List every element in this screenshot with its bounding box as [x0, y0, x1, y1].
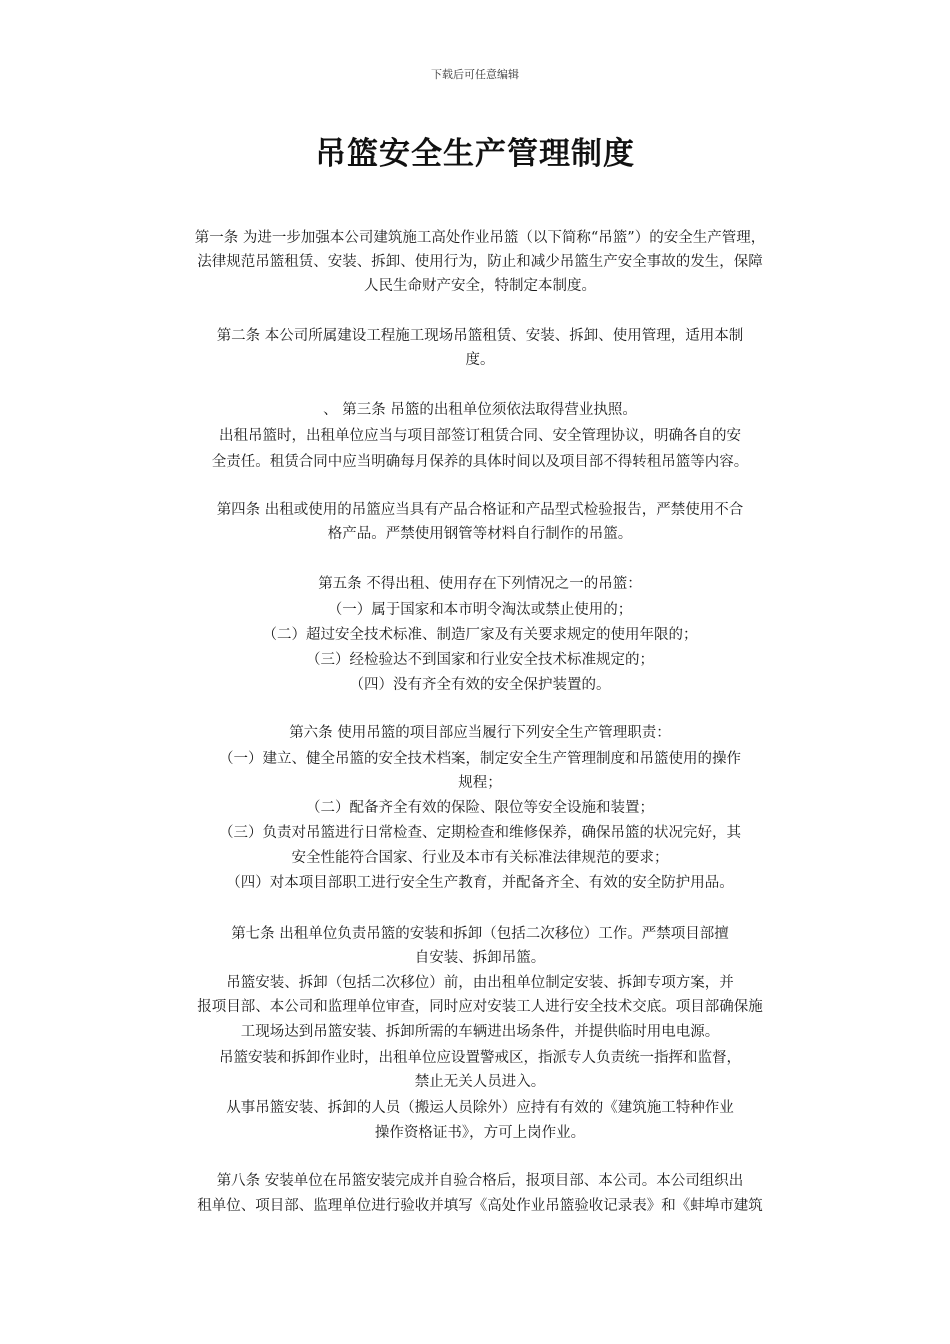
- article-6-item-4: （四）对本项目部职工进行安全生产教育，并配备齐全、有效的安全防护用品。: [226, 875, 734, 891]
- article-6-line-1: 第六条 使用吊篮的项目部应当履行下列安全生产管理职责：: [289, 725, 671, 741]
- article-6-item-1-cont: 规程；: [458, 775, 502, 791]
- article-1-line-2: 法律规范吊篮租赁、安装、拆卸、使用行为，防止和减少吊篮生产安全事故的发生，保障: [197, 254, 763, 270]
- article-7-line-6: 吊篮安装和拆卸作业时，出租单位应设置警戒区，指派专人负责统一指挥和监督，: [219, 1050, 741, 1066]
- article-6-item-3: （三）负责对吊篮进行日常检查、定期检查和维修保养，确保吊篮的状况完好，其: [219, 825, 741, 841]
- article-6-item-3-cont: 安全性能符合国家、行业及本市有关标准法律规范的要求；: [291, 850, 669, 866]
- article-6-item-2: （二）配备齐全有效的保险、限位等安全设施和装置；: [306, 800, 654, 816]
- article-7-line-2: 自安装、拆卸吊篮。: [414, 950, 546, 966]
- article-5-item-4: （四）没有齐全有效的安全保护装置的。: [349, 677, 611, 693]
- article-1-line-1: 第一条 为进一步加强本公司建筑施工高处作业吊篮（以下简称“吊篮”）的安全生产管理，: [194, 230, 766, 246]
- article-3-line-2: 出租吊篮时，出租单位应当与项目部签订租赁合同、安全管理协议，明确各自的安: [219, 428, 741, 444]
- article-7-line-3: 吊篮安装、拆卸（包括二次移位）前，由出租单位制定安装、拆卸专项方案，并: [226, 975, 734, 991]
- article-3-line-3: 全责任。租赁合同中应当明确每月保养的具体时间以及项目部不得转租吊篮等内容。: [211, 454, 749, 470]
- article-7-line-7: 禁止无关人员进入。: [414, 1074, 546, 1090]
- article-1-line-3: 人民生命财产安全，特制定本制度。: [364, 278, 596, 294]
- article-7-line-4: 报项目部、本公司和监理单位审查，同时应对安装工人进行安全技术交底。项目部确保施: [197, 999, 763, 1015]
- article-6-item-1: （一）建立、健全吊篮的安全技术档案，制定安全生产管理制度和吊篮使用的操作: [219, 751, 741, 767]
- article-8-line-2: 租单位、项目部、监理单位进行验收并填写《高处作业吊篮验收记录表》和《蚌埠市建筑: [197, 1198, 763, 1214]
- header-note: 下载后可任意编辑: [431, 68, 519, 81]
- document-title: 吊篮安全生产管理制度: [315, 136, 635, 172]
- article-4-line-1: 第四条 出租或使用的吊篮应当具有产品合格证和产品型式检验报告，严禁使用不合: [216, 502, 744, 518]
- article-3-line-1: 、 第三条 吊篮的出租单位须依法取得营业执照。: [323, 402, 637, 418]
- article-8-line-1: 第八条 安装单位在吊篮安装完成并自验合格后，报项目部、本公司。本公司组织出: [216, 1173, 744, 1189]
- article-5-item-3: （三）经检验达不到国家和行业安全技术标准规定的；: [306, 652, 654, 668]
- article-7-line-5: 工现场达到吊篮安装、拆卸所需的车辆进出场条件，并提供临时用电电源。: [240, 1024, 720, 1040]
- article-5-item-2: （二）超过安全技术标准、制造厂家及有关要求规定的使用年限的；: [262, 627, 698, 643]
- article-7-line-8: 从事吊篮安装、拆卸的人员（搬运人员除外）应持有有效的《建筑施工特种作业: [226, 1100, 734, 1116]
- article-5-line-1: 第五条 不得出租、使用存在下列情况之一的吊篮：: [318, 576, 642, 592]
- article-2-line-1: 第二条 本公司所属建设工程施工现场吊篮租赁、安装、拆卸、使用管理，适用本制: [216, 328, 744, 344]
- article-4-line-2: 格产品。严禁使用钢管等材料自行制作的吊篮。: [327, 526, 633, 542]
- article-7-line-9: 操作资格证书》，方可上岗作业。: [374, 1125, 586, 1141]
- article-2-line-2: 度。: [465, 352, 495, 368]
- article-5-item-1: （一）属于国家和本市明令淘汰或禁止使用的；: [327, 602, 633, 618]
- article-7-line-1: 第七条 出租单位负责吊篮的安装和拆卸（包括二次移位）工作。严禁项目部擅: [231, 926, 729, 942]
